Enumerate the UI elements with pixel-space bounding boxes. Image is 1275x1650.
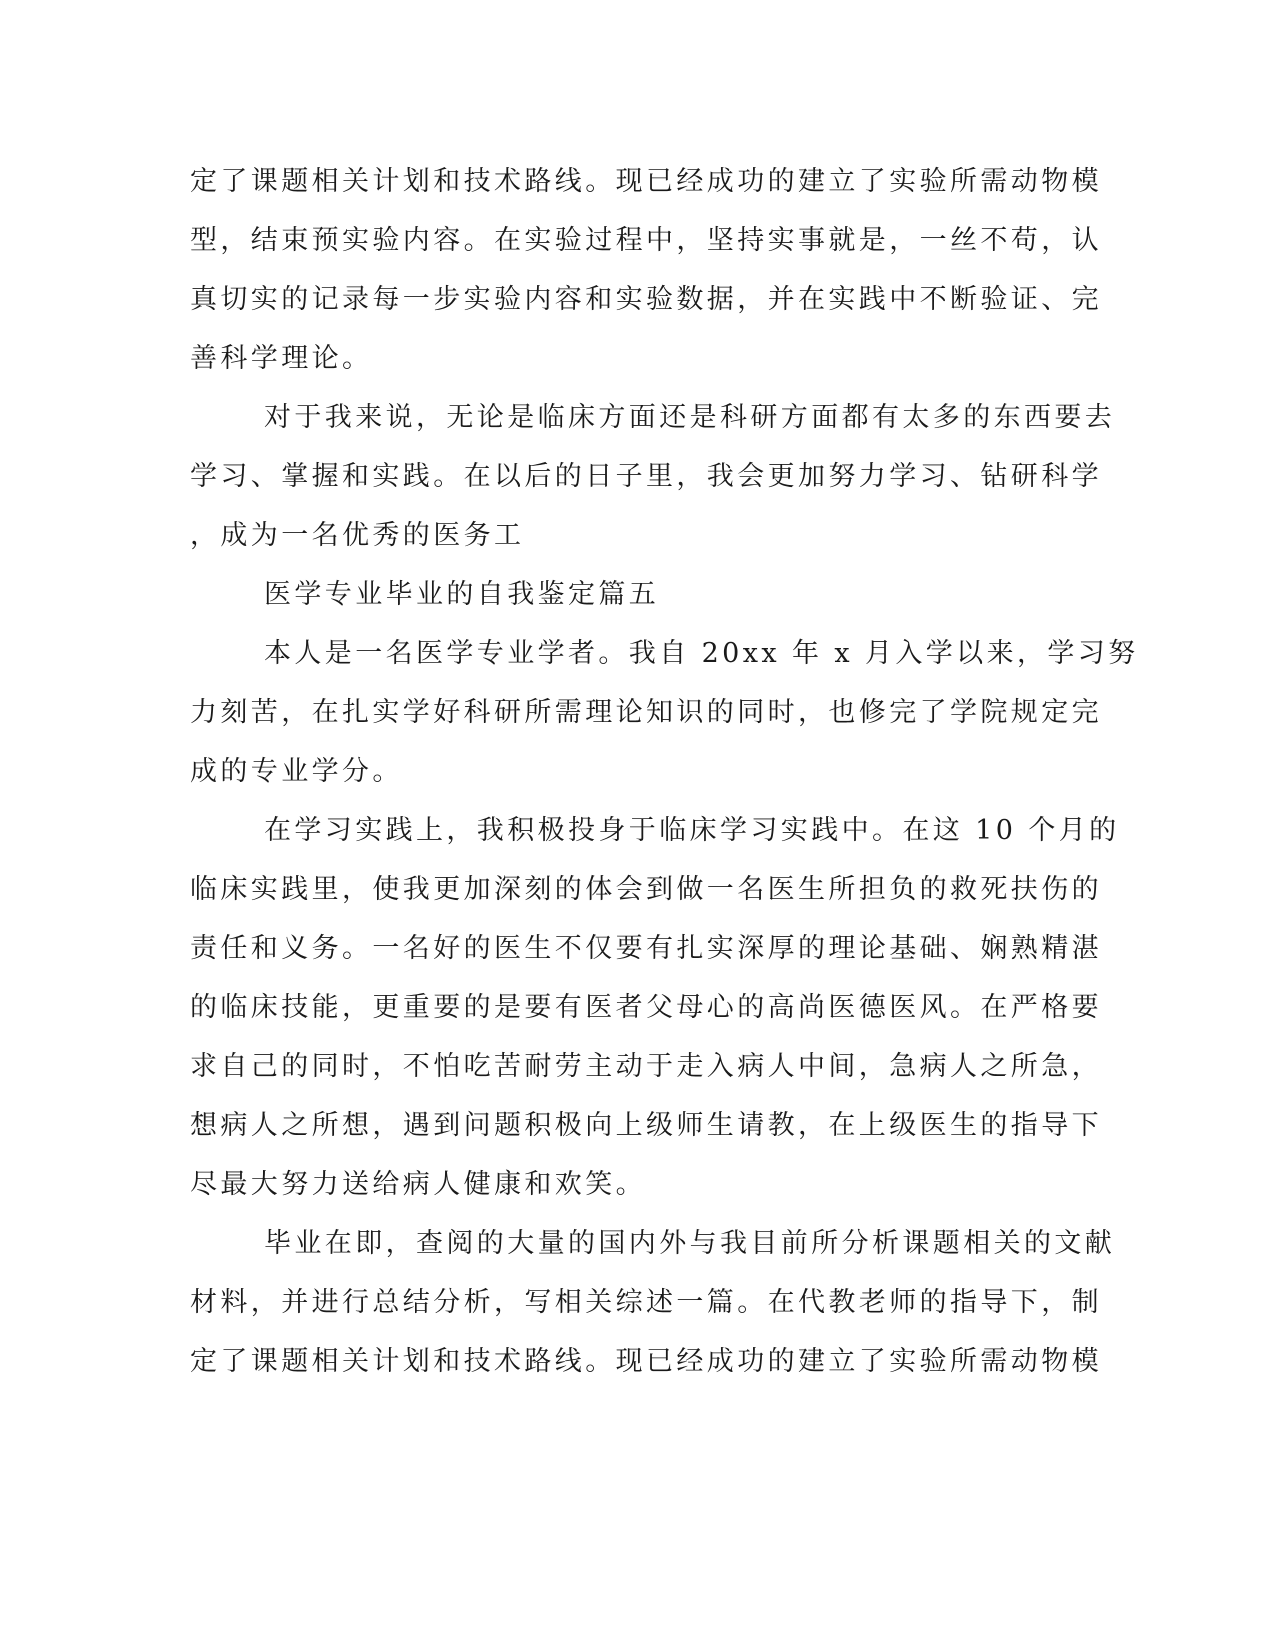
- text-line: 真切实的记录每一步实验内容和实验数据，并在实践中不断验证、完: [190, 284, 1102, 315]
- text-line: 的临床技能，更重要的是要有医者父母心的高尚医德医风。在严格要: [190, 992, 1102, 1023]
- text-line: 责任和义务。一名好的医生不仅要有扎实深厚的理论基础、娴熟精湛: [190, 933, 1102, 964]
- text-line: 想病人之所想，遇到问题积极向上级师生请教，在上级医生的指导下: [190, 1110, 1102, 1141]
- text-line: 定了课题相关计划和技术路线。现已经成功的建立了实验所需动物模: [190, 1346, 1102, 1377]
- text-line: 临床实践里，使我更加深刻的体会到做一名医生所担负的救死扶伤的: [190, 874, 1102, 905]
- text-line: 材料，并进行总结分析，写相关综述一篇。在代教老师的指导下，制: [190, 1287, 1102, 1318]
- text-line: ，成为一名优秀的医务工: [190, 520, 525, 551]
- text-line: 善科学理论。: [190, 343, 373, 374]
- text-line: 尽最大努力送给病人健康和欢笑。: [190, 1169, 646, 1200]
- section-heading: 医学专业毕业的自我鉴定篇五: [264, 579, 660, 610]
- paragraph-start: 毕业在即，查阅的大量的国内外与我目前所分析课题相关的文献: [264, 1228, 1116, 1259]
- text-line: 力刻苦，在扎实学好科研所需理论知识的同时，也修完了学院规定完: [190, 697, 1102, 728]
- text-line: 求自己的同时，不怕吃苦耐劳主动于走入病人中间，急病人之所急，: [190, 1051, 1102, 1082]
- text-line: 型，结束预实验内容。在实验过程中，坚持实事就是，一丝不苟，认: [190, 225, 1102, 256]
- paragraph-start: 本人是一名医学专业学者。我自 20xx 年 x 月入学以来，学习努: [264, 638, 1139, 669]
- text-line: 定了课题相关计划和技术路线。现已经成功的建立了实验所需动物模: [190, 166, 1102, 197]
- paragraph-start: 对于我来说，无论是临床方面还是科研方面都有太多的东西要去: [264, 402, 1116, 433]
- paragraph-start: 在学习实践上，我积极投身于临床学习实践中。在这 10 个月的: [264, 815, 1120, 846]
- text-line: 学习、掌握和实践。在以后的日子里，我会更加努力学习、钻研科学: [190, 461, 1102, 492]
- text-line: 成的专业学分。: [190, 756, 403, 787]
